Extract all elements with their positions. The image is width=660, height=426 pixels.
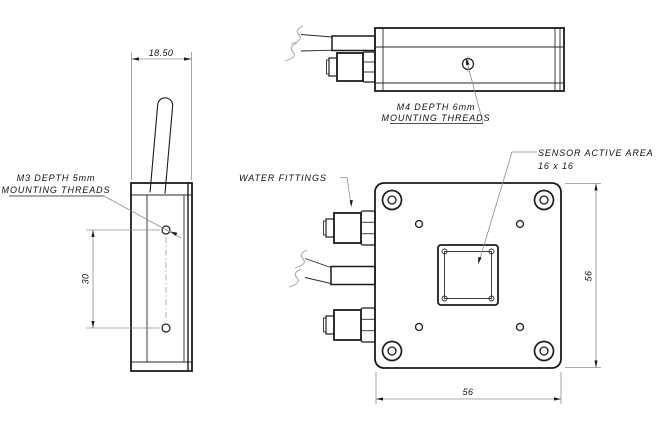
break-symbol <box>289 269 301 287</box>
sensor-label-line1: SENSOR ACTIVE AREA <box>538 148 654 158</box>
cable-line <box>305 259 331 268</box>
cable-line <box>301 35 332 38</box>
through-hole <box>540 196 548 204</box>
break-symbol <box>291 26 303 44</box>
dimension-text-plate-width: 56 <box>462 387 474 397</box>
mounting-hole <box>162 324 170 332</box>
dimension-plate-height <box>565 184 601 368</box>
small-hole <box>416 221 423 228</box>
top-view <box>285 26 564 124</box>
fitting-body <box>334 213 361 243</box>
top-body <box>375 28 564 91</box>
dimension-side-width <box>132 48 192 180</box>
dimension-plate-width <box>376 372 561 404</box>
water-fittings-callout <box>239 173 353 207</box>
break-symbol <box>285 43 297 61</box>
sensor-window <box>445 252 492 299</box>
front-view <box>239 148 654 404</box>
fitting-end-cap <box>327 60 330 74</box>
leader-arrowhead <box>478 257 482 264</box>
sensor-label-line2: 16 x 16 <box>538 161 574 171</box>
through-hole <box>540 347 548 355</box>
fitting-stub <box>326 219 334 237</box>
front-water-fitting-top <box>324 211 376 245</box>
arrowhead <box>91 230 94 237</box>
through-hole <box>388 347 396 355</box>
dimension-text-side-width: 18.50 <box>148 48 174 58</box>
arrowhead <box>91 321 94 328</box>
counterbore <box>383 342 402 361</box>
dimension-text-hole-spacing: 30 <box>80 273 91 285</box>
dimension-text-plate-height: 56 <box>583 270 594 282</box>
sensor-area-callout <box>478 148 654 264</box>
cable-gland <box>331 267 375 285</box>
fitting-hex-nut <box>361 211 375 245</box>
plate-outline <box>375 183 561 368</box>
leader-arrowhead <box>350 200 353 207</box>
fitting-body <box>337 53 363 81</box>
front-plate <box>375 183 561 368</box>
fitting-body <box>334 310 361 340</box>
corner-hole-bottom-left <box>383 342 402 361</box>
m4-label-line2: MOUNTING THREADS <box>381 113 491 123</box>
small-hole <box>517 324 524 331</box>
m4-label-line1: M4 DEPTH 6mm <box>396 102 476 112</box>
sensor-frame <box>438 245 498 305</box>
counterbore <box>535 342 554 361</box>
small-hole <box>517 221 524 228</box>
arrowhead <box>184 57 192 60</box>
arrowhead <box>594 361 597 368</box>
cable-line <box>305 278 331 284</box>
m3-label-line2: MOUNTING THREADS <box>1 185 111 195</box>
side-body-outline <box>131 183 192 371</box>
fitting-stub <box>329 58 337 76</box>
dimension-hole-spacing <box>81 230 161 328</box>
top-body-outline <box>375 28 564 91</box>
top-water-fitting <box>327 52 376 82</box>
arrowhead <box>132 57 140 60</box>
front-cable <box>289 250 375 287</box>
arrowhead <box>554 397 561 400</box>
side-view <box>2 48 192 371</box>
water-fittings-label: WATER FITTINGS <box>239 173 327 183</box>
fitting-hex-nut <box>361 308 375 342</box>
fitting-end-cap <box>324 221 327 235</box>
m3-label-line1: M3 DEPTH 5mm <box>16 173 96 183</box>
counterbore <box>535 191 554 210</box>
fitting-hex-nut <box>363 52 375 82</box>
leader-line <box>104 196 181 238</box>
through-hole <box>388 196 396 204</box>
leader-line <box>340 178 351 206</box>
corner-hole-top-left <box>383 191 402 210</box>
sensor-active-area <box>438 245 498 305</box>
side-body <box>131 183 192 371</box>
arrowhead <box>594 184 597 191</box>
fitting-stub <box>326 316 334 334</box>
cable-whip <box>150 97 173 193</box>
corner-hole-top-right <box>535 191 554 210</box>
top-cable <box>285 26 375 61</box>
arrowhead <box>376 397 383 400</box>
fitting-end-cap <box>324 318 327 332</box>
counterbore <box>383 191 402 210</box>
small-hole <box>416 324 423 331</box>
cable-line <box>301 50 332 51</box>
side-mounting-holes <box>162 226 170 332</box>
corner-hole-bottom-right <box>535 342 554 361</box>
cable-gland <box>332 36 375 51</box>
front-water-fitting-bottom <box>324 308 376 342</box>
